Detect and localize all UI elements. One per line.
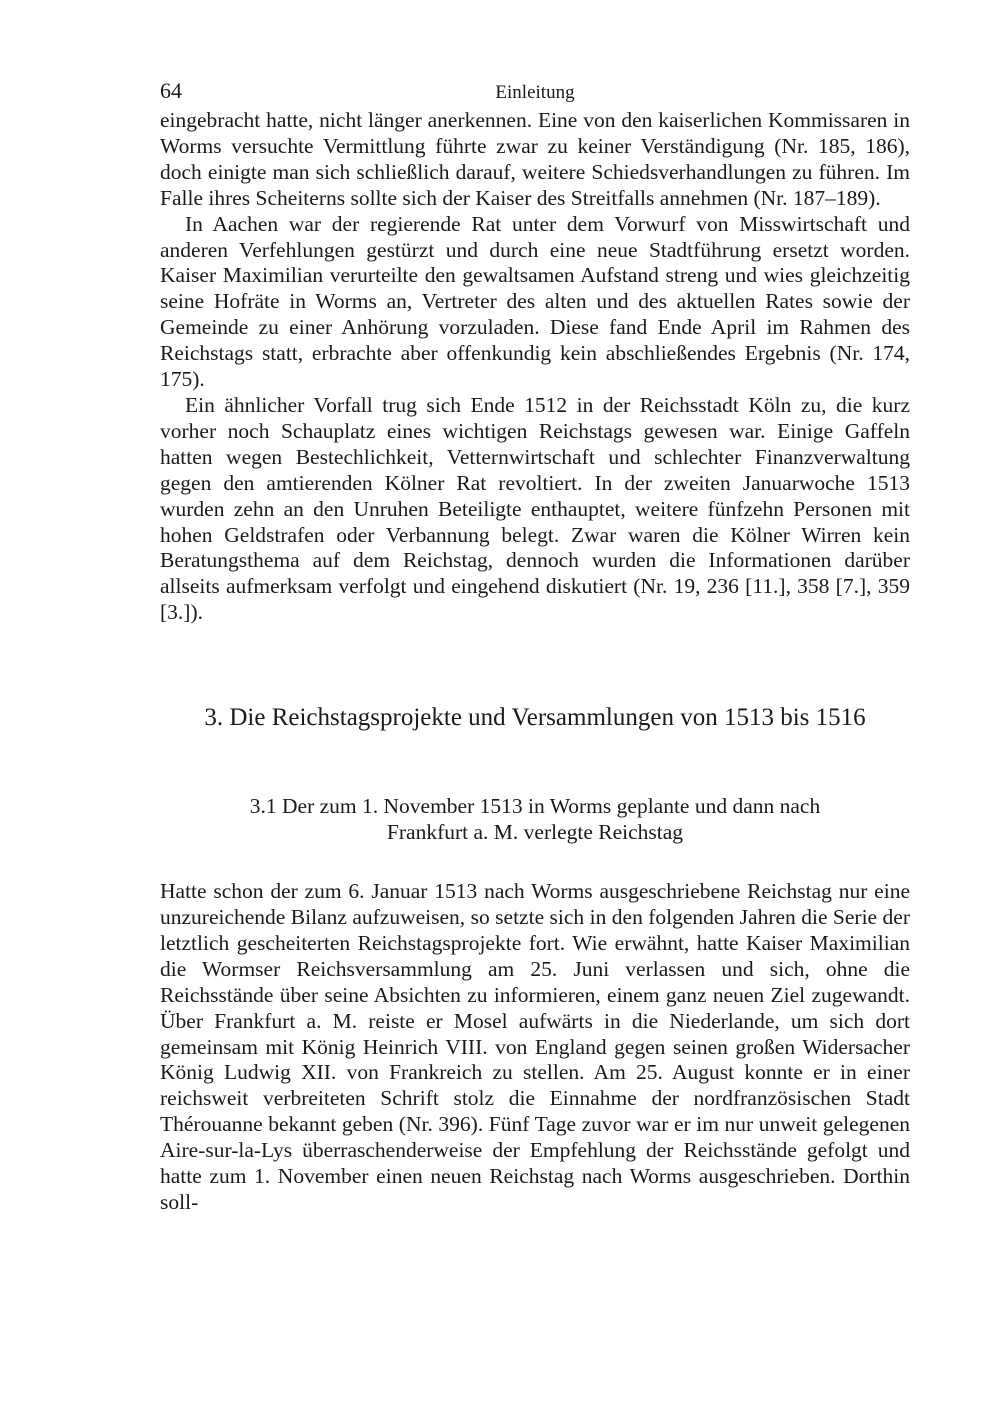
body-paragraph-3: Ein ähnlicher Vorfall trug sich Ende 1512 in der Reichsstadt Köln zu, die kurz vorher noch Schauplatz eines wichtigen Reichstags gewesen war. Einige Gaffeln hatten wegen Bestechlichkeit, Vetternwirtschaft und schlechter Finanzverwaltung gegen den amtierenden Kölner Rat revoltiert. In der zweiten Januarwoche 1513 wurden zehn an den Unruhen Beteiligte enthauptet, weitere fünfzehn Personen mit hohen Geldstrafen oder Verbannung belegt. Zwar waren die Kölner Wirren kein Beratungsthema auf dem Reichstag, dennoch wurden die Informationen darüber allseits aufmerksam verfolgt und eingehend diskutiert (Nr. 19, 236 [11.], 358 [7.], 359 [3.]).: [160, 392, 910, 625]
subsection-heading: [160, 793, 910, 845]
body-paragraph-2: In Aachen war der regierende Rat unter dem Vorwurf von Misswirtschaft und anderen Verfehlungen gestürzt und durch eine neue Stadtführung ersetzt worden. Kaiser Maximilian verurteilte den gewaltsamen Aufstand streng und wies gleichzeitig seine Hofräte in Worms an, Vertreter des alten und des aktuellen Rates sowie der Gemeinde zu einer Anhörung vorzuladen. Diese fand Ende April im Rahmen des Reichstags statt, erbrachte aber offenkundig kein abschließendes Ergebnis (Nr. 174, 175).: [160, 211, 910, 392]
body-paragraph-4: Hatte schon der zum 6. Januar 1513 nach Worms ausgeschriebene Reichstag nur eine unzureichende Bilanz aufzuweisen, so setzte sich in den folgenden Jahren die Serie der letztlich gescheiterten Reichstagsprojekte fort. Wie erwähnt, hatte Kaiser Maximilian die Wormser Reichsversammlung am 25. Juni verlassen und sich, ohne die Reichsstände über seine Absichten zu informieren, einem ganz neuen Ziel zugewandt. Über Frankfurt a. M. reiste er Mosel aufwärts in die Niederlande, um sich dort gemeinsam mit König Heinrich VIII. von England gegen seinen großen Widersacher König Ludwig XII. von Frankreich zu stellen. Am 25. August konnte er in einer reichsweit verbreiteten Schrift stolz die Einnahme der nordfranzösischen Stadt Thérouanne bekannt geben (Nr. 396). Fünf Tage zuvor war er im nur unweit gelegenen Aire-sur-la-Lys überraschenderweise der Empfehlung der Reichsstände gefolgt und hatte zum 1. November einen neuen Reichstag nach Worms ausgeschrieben. Dorthin soll-: [160, 879, 910, 1214]
subsection-heading-line-1: 3.1 Der zum 1. November 1513 in Worms geplante und dann nach: [249, 794, 821, 819]
running-title: Einleitung: [495, 82, 575, 103]
section-heading: 3. Die Reichstagsprojekte und Versammlungen von 1513 bis 1516: [204, 704, 866, 732]
body-paragraph-1: eingebracht hatte, nicht länger anerkennen. Eine von den kaiserlichen Kommissaren in Worms versuchte Vermittlung führte zwar zu keiner Verständigung (Nr. 185, 186), doch einigte man sich schließlich darauf, weitere Schiedsverhandlungen zu führen. Im Falle ihres Scheiterns sollte sich der Kaiser des Streitfalls annehmen (Nr. 187–189).: [160, 108, 910, 210]
page-number: 64: [160, 78, 182, 103]
running-head: [160, 78, 910, 108]
subsection-heading-line-2: Frankfurt a. M. verlegte Reichstag: [386, 820, 684, 845]
document-page: [160, 78, 910, 1216]
